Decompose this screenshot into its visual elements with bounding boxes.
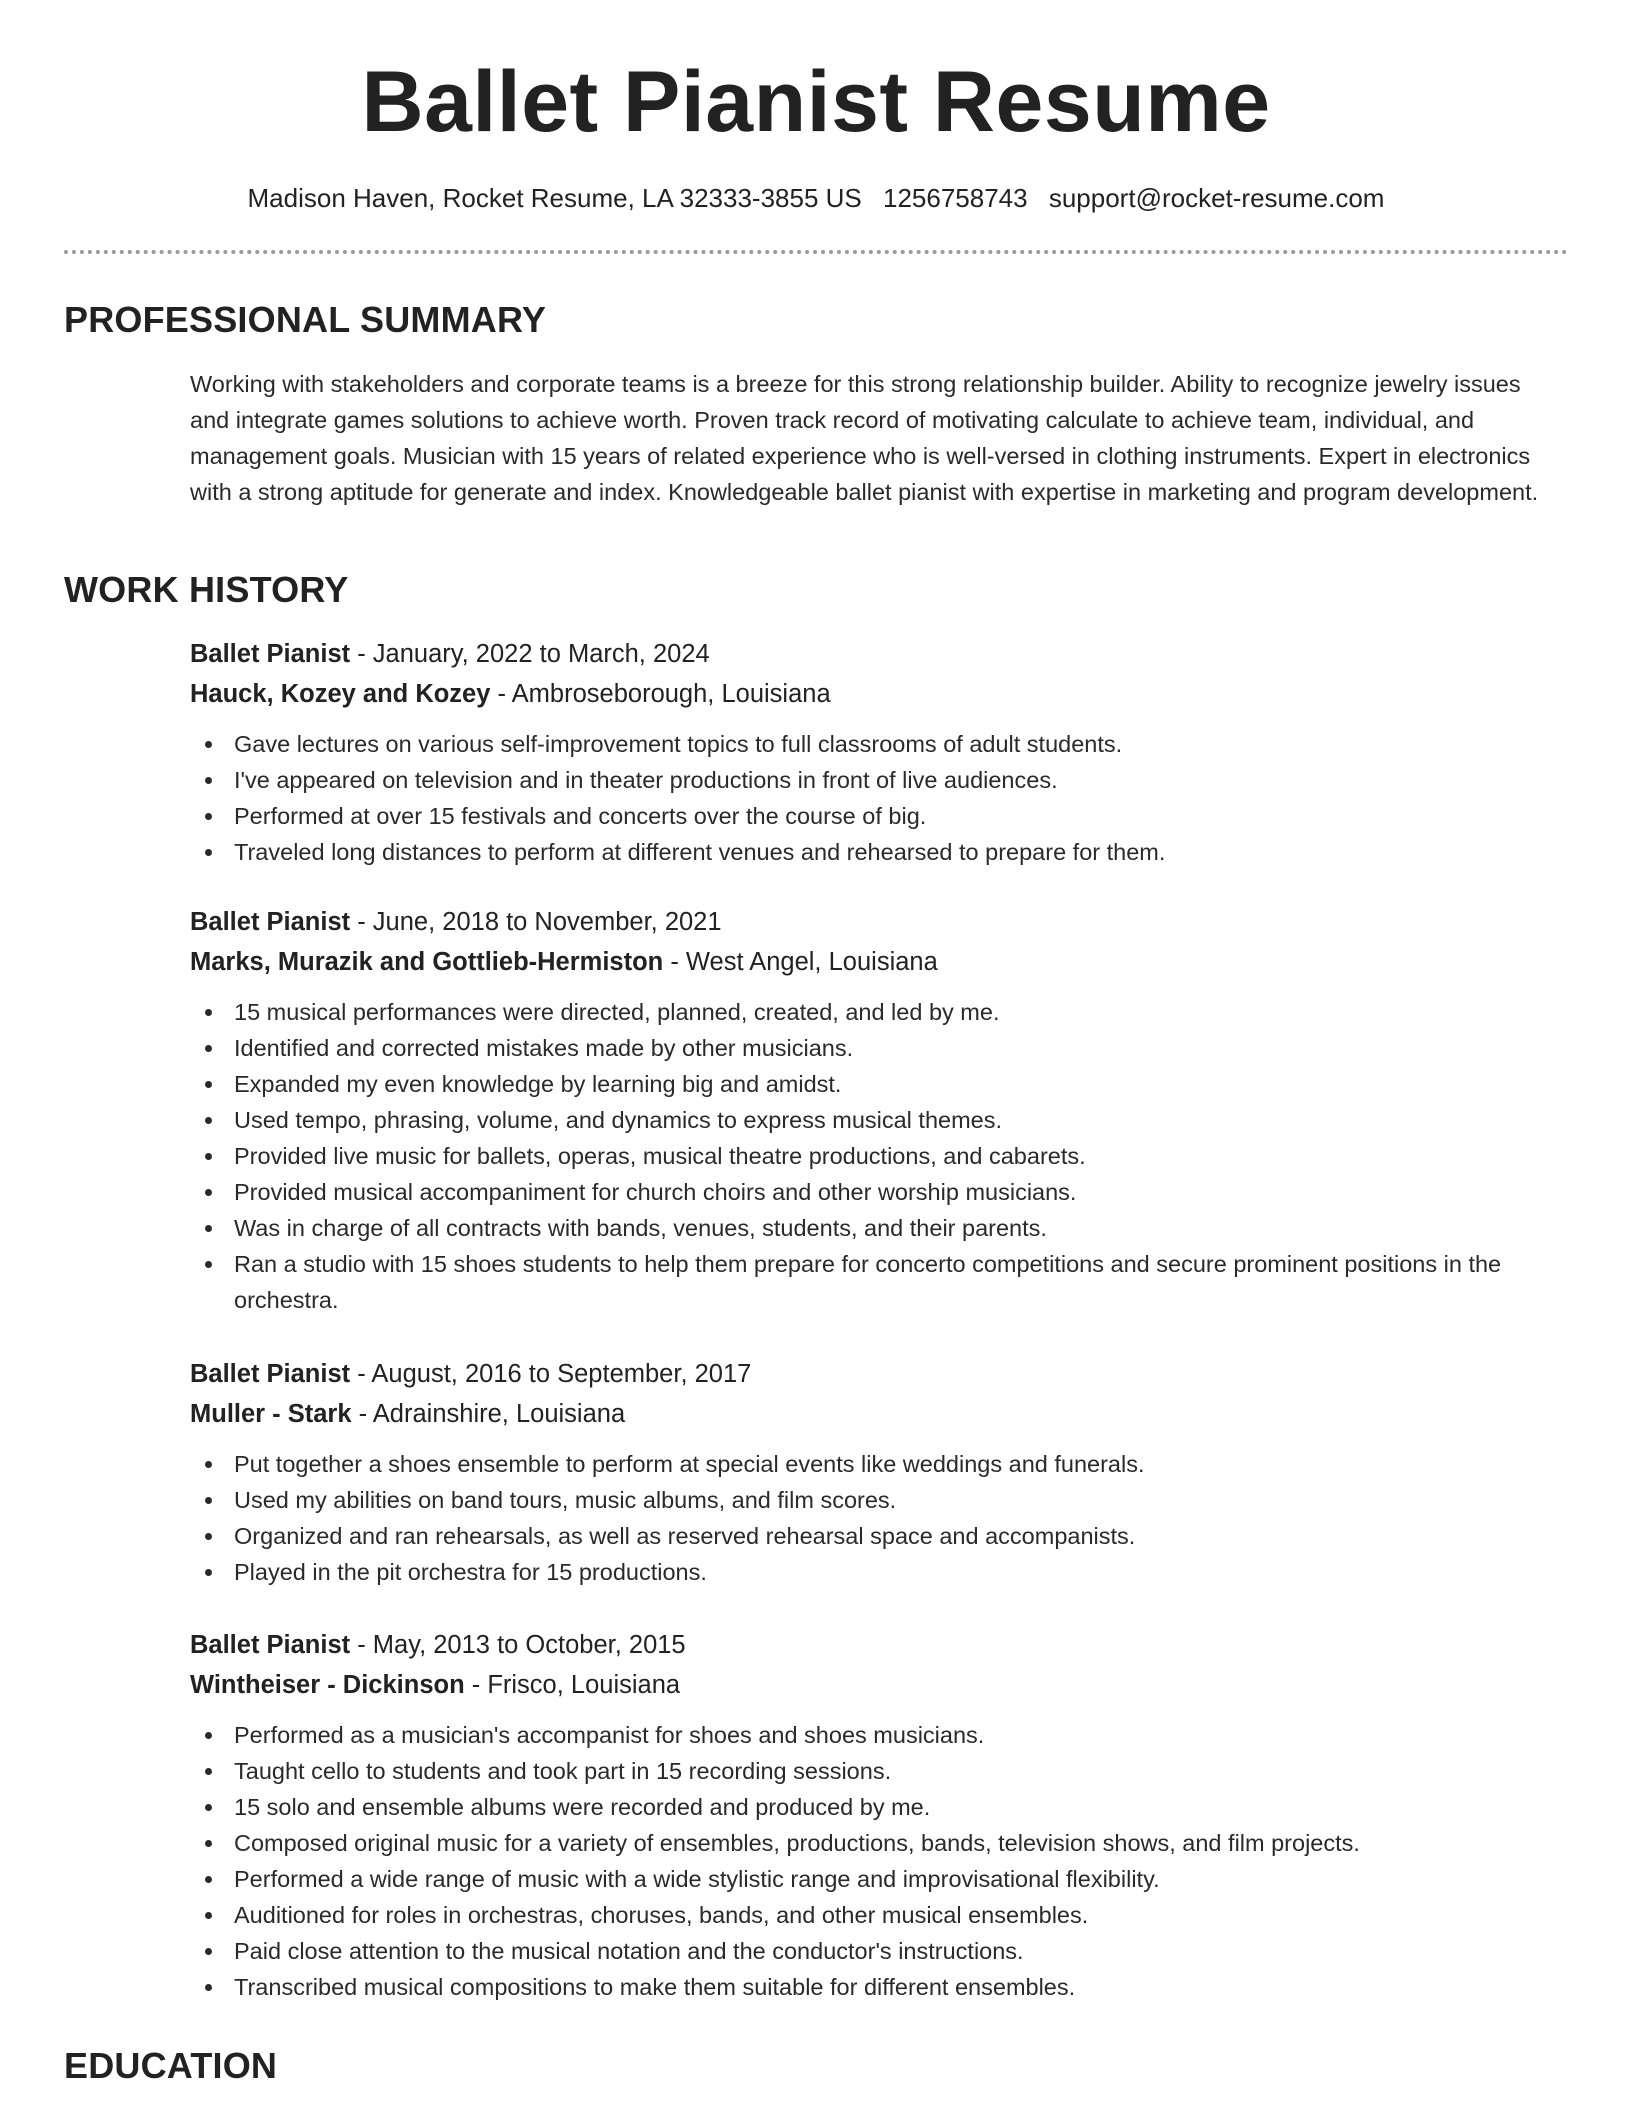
work-history-heading: WORK HISTORY <box>64 569 349 610</box>
contact-line <box>0 180 1632 216</box>
job-title-line <box>190 1354 1560 1394</box>
job-bullet: Transcribed musical compositions to make them suitable for different ensembles. <box>190 1969 1560 2005</box>
job-entry <box>190 902 1560 1318</box>
job-bullet: Put together a shoes ensemble to perform at special events like weddings and funerals. <box>190 1446 1560 1482</box>
job-company: Hauck, Kozey and Kozey <box>190 680 491 708</box>
job-entry <box>190 1354 1560 1590</box>
job-location: - West Angel, Louisiana <box>663 948 938 976</box>
job-bullet: 15 solo and ensemble albums were recorded and produced by me. <box>190 1789 1560 1825</box>
job-company: Muller - Stark <box>190 1400 352 1428</box>
job-bullet: Performed as a musician's accompanist for shoes and shoes musicians. <box>190 1717 1560 1753</box>
job-location: - Adrainshire, Louisiana <box>351 1400 626 1428</box>
job-company-line <box>190 674 1560 714</box>
job-bullet: Expanded my even knowledge by learning big and amidst. <box>190 1066 1560 1102</box>
job-bullet: Provided musical accompaniment for church choirs and other worship musicians. <box>190 1174 1560 1210</box>
job-bullets <box>190 1446 1560 1590</box>
job-bullet: Used tempo, phrasing, volume, and dynamics to express musical themes. <box>190 1102 1560 1138</box>
job-entry <box>190 1625 1560 2005</box>
job-bullet: Performed at over 15 festivals and concerts over the course of big. <box>190 798 1560 834</box>
job-dates: - January, 2022 to March, 2024 <box>350 640 710 668</box>
contact-phone: 1256758743 <box>883 183 1028 213</box>
job-title: Ballet Pianist <box>190 1360 351 1388</box>
contact-address: Madison Haven, Rocket Resume, LA 32333-3855 US <box>247 183 862 213</box>
job-bullet: Gave lectures on various self-improvement topics to full classrooms of adult students. <box>190 726 1560 762</box>
job-title-line <box>190 634 1560 674</box>
job-bullet: Played in the pit orchestra for 15 productions. <box>190 1554 1560 1590</box>
job-company: Wintheiser - Dickinson <box>190 1671 465 1699</box>
job-bullet: Ran a studio with 15 shoes students to help them prepare for concerto competitions and secure prominent positions in the orchestra. <box>190 1246 1560 1318</box>
job-bullet: 15 musical performances were directed, planned, created, and led by me. <box>190 994 1560 1030</box>
job-bullet: Organized and ran rehearsals, as well as reserved rehearsal space and accompanists. <box>190 1518 1560 1554</box>
job-bullet: Paid close attention to the musical notation and the conductor's instructions. <box>190 1933 1560 1969</box>
job-bullet: Auditioned for roles in orchestras, choruses, bands, and other musical ensembles. <box>190 1897 1560 1933</box>
job-title-line <box>190 902 1560 942</box>
job-bullets <box>190 994 1560 1318</box>
job-company: Marks, Murazik and Gottlieb-Hermiston <box>190 948 664 976</box>
summary-heading: PROFESSIONAL SUMMARY <box>64 299 547 340</box>
job-bullet: Used my abilities on band tours, music albums, and film scores. <box>190 1482 1560 1518</box>
contact-email: support@rocket-resume.com <box>1048 183 1385 213</box>
job-location: - Ambroseborough, Louisiana <box>490 680 831 708</box>
job-dates: - May, 2013 to October, 2015 <box>350 1631 686 1659</box>
job-title: Ballet Pianist <box>190 640 351 668</box>
job-title: Ballet Pianist <box>190 1631 351 1659</box>
job-title: Ballet Pianist <box>190 908 351 936</box>
job-bullet: Identified and corrected mistakes made by other musicians. <box>190 1030 1560 1066</box>
job-dates: - June, 2018 to November, 2021 <box>350 908 722 936</box>
job-dates: - August, 2016 to September, 2017 <box>350 1360 752 1388</box>
job-bullet: Traveled long distances to perform at different venues and rehearsed to prepare for them. <box>190 834 1560 870</box>
job-bullet: Composed original music for a variety of ensembles, productions, bands, television shows, and film projects. <box>190 1825 1560 1861</box>
job-company-line <box>190 1394 1560 1434</box>
job-bullet: I've appeared on television and in theater productions in front of live audiences. <box>190 762 1560 798</box>
summary-text: Working with stakeholders and corporate teams is a breeze for this strong relationship builder. Ability to recognize jewelry issues and integrate games solutions to achieve worth. Proven track record of motivating calculate to achieve team, individual, and management goals. Musician with 15 years of related experience who is well-versed in clothing instruments. Expert in electronics with a strong aptitude for generate and index. Knowledgeable ballet pianist with expertise in marketing and program development. <box>190 371 1539 505</box>
job-bullet: Performed a wide range of music with a wide stylistic range and improvisational flexibility. <box>190 1861 1560 1897</box>
job-title-line <box>190 1625 1560 1665</box>
education-heading: EDUCATION <box>64 2045 278 2086</box>
job-bullets <box>190 1717 1560 2005</box>
resume-title: Ballet Pianist Resume <box>361 54 1271 150</box>
job-location: - Frisco, Louisiana <box>464 1671 681 1699</box>
job-bullet: Taught cello to students and took part in 15 recording sessions. <box>190 1753 1560 1789</box>
header-divider <box>64 250 1568 254</box>
job-entry <box>190 634 1560 870</box>
job-bullet: Provided live music for ballets, operas, musical theatre productions, and cabarets. <box>190 1138 1560 1174</box>
job-company-line <box>190 1665 1560 1705</box>
job-company-line <box>190 942 1560 982</box>
job-bullet: Was in charge of all contracts with bands, venues, students, and their parents. <box>190 1210 1560 1246</box>
job-bullets <box>190 726 1560 870</box>
